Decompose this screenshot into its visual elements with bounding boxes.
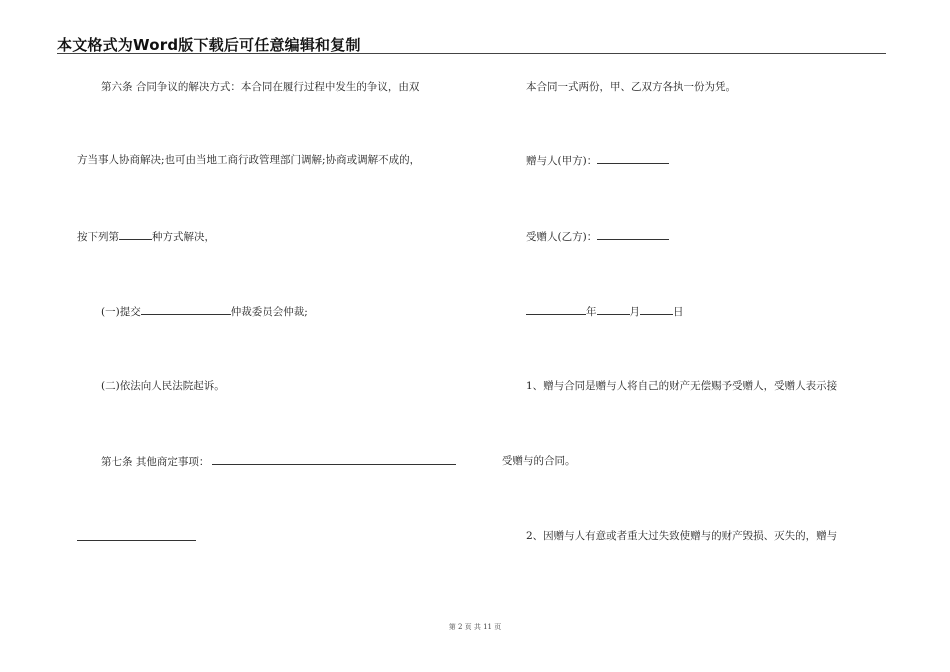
year-blank[interactable] [526, 304, 586, 315]
donor-signature-blank[interactable] [597, 153, 669, 164]
definition-paragraph: 1、赠与合同是赠与人将自己的财产无偿赐予受赠人，受赠人表示接 [526, 380, 838, 392]
clause-seven-line [101, 454, 456, 469]
month-blank[interactable] [597, 304, 630, 315]
donee-signature-blank[interactable] [597, 229, 669, 240]
arbitration-option-prefix: (一)提交 [101, 306, 141, 318]
definition-paragraph-cont: 受赠与的合同。 [502, 455, 576, 467]
document-title: 本文格式为Word版下载后可任意编辑和复制 [57, 36, 361, 54]
method-choice-line [77, 229, 215, 244]
day-label: 日 [673, 306, 684, 318]
clause-six-paragraph: 第六条 合同争议的解决方式：本合同在履行过程中发生的争议，由双 [101, 81, 420, 93]
donee-label: 受赠人(乙方)： [526, 231, 598, 243]
day-blank[interactable] [640, 304, 673, 315]
date-line [526, 304, 684, 319]
method-choice-suffix: 种方式解决， [152, 231, 215, 243]
court-option-line: (二)依法向人民法院起诉。 [101, 380, 225, 392]
method-choice-prefix: 按下列第 [77, 231, 119, 243]
donee-signature-line [526, 229, 669, 244]
arbitration-option-suffix: 仲裁委员会仲裁; [230, 306, 308, 318]
page-number: 第 2 页 共 11 页 [448, 623, 502, 631]
arbitration-commission-blank[interactable] [141, 304, 231, 315]
donor-signature-line [526, 153, 669, 168]
other-matters-blank[interactable] [212, 454, 456, 465]
liability-paragraph: 2、因赠与人有意或者重大过失致使赠与的财产毁损、灭失的，赠与 [526, 530, 838, 542]
clause-six-paragraph-cont: 方当事人协商解决;也可由当地工商行政管理部门调解;协商或调解不成的， [77, 154, 421, 166]
copies-statement: 本合同一式两份，甲、乙双方各执一份为凭。 [526, 81, 736, 93]
month-label: 月 [629, 306, 640, 318]
arbitration-option-line [101, 304, 308, 319]
clause-seven-label: 第七条 其他商定事项： [101, 456, 210, 468]
year-label: 年 [586, 306, 597, 318]
method-number-blank[interactable] [119, 229, 152, 240]
other-matters-blank-cont[interactable] [77, 530, 196, 541]
donor-label: 赠与人(甲方)： [526, 155, 598, 167]
header-divider [57, 53, 886, 54]
